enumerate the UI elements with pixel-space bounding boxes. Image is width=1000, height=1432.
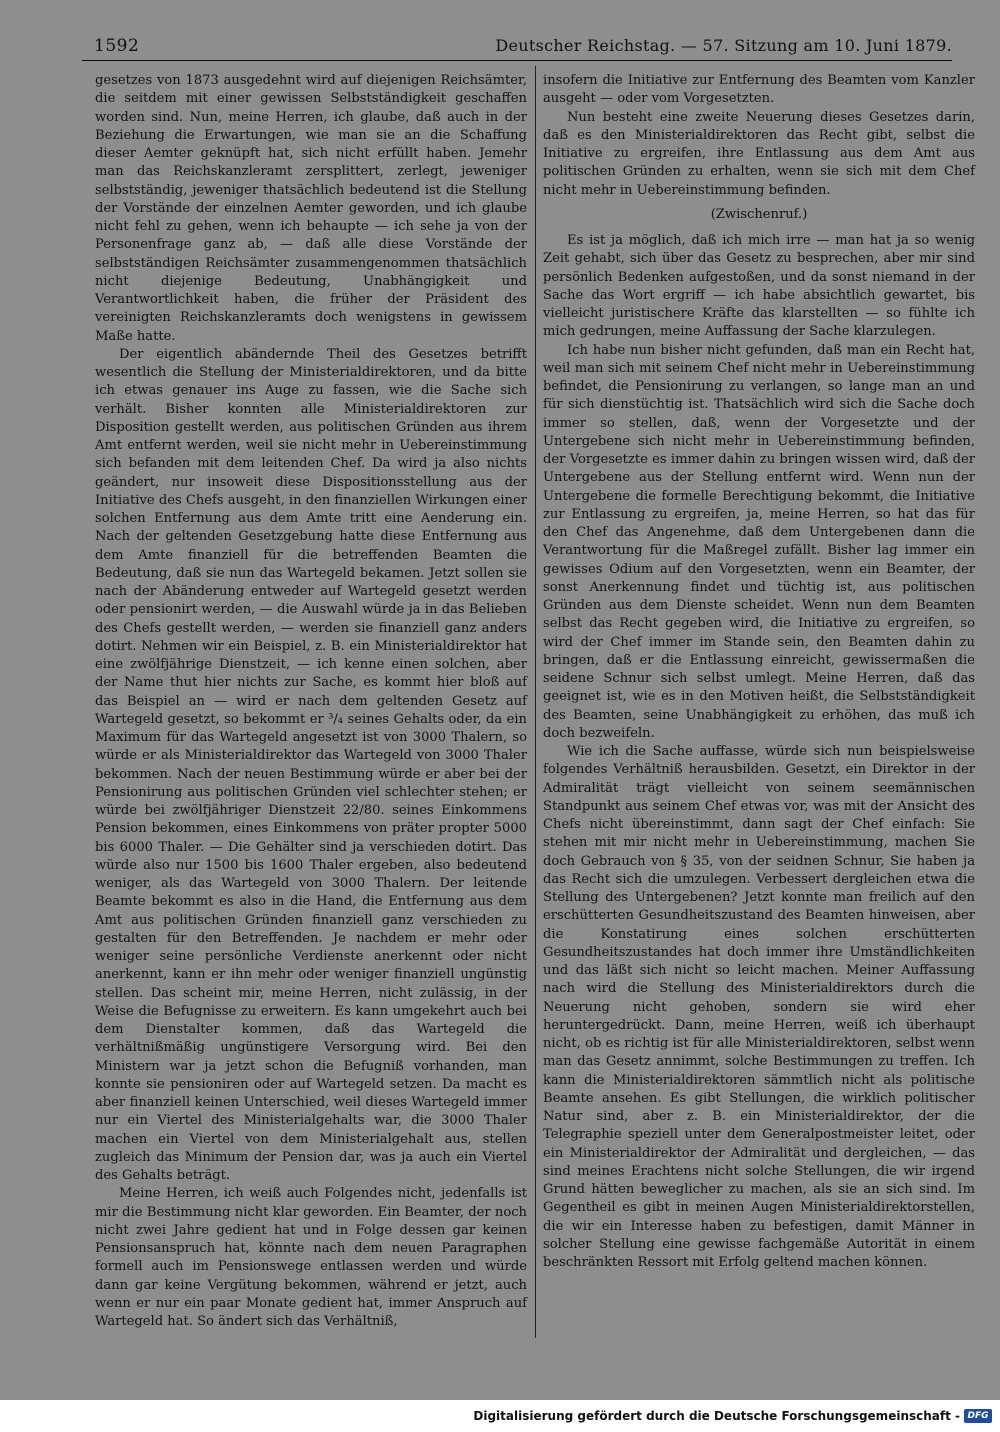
- paragraph: Der eigentlich abändernde Theil des Gesetzes betrifft wesentlich die Stellung der Ministerialdirektoren, und da bitte ich etwas genauer ins Auge zu fassen, wie die Sache sich verhält. Bisher konnten alle Ministerialdirektoren zur Disposition gestellt werden, aus politischen Gründen aus ihrem Amt entfernt werden, weil sie nicht mehr in Uebereinstimmung sich befanden mit dem leitenden Chef. Da wird ja also nichts geändert, nur insoweit diese Dispositionsstellung aus der Initiative des Chefs ausgeht, in den finanziellen Wirkungen einer solchen Entfernung aus dem Amte tritt eine Aenderung ein. Nach der geltenden Gesetzgebung hatte diese Entfernung aus dem Amte finanziell für die betreffenden Beamten die Bedeutung, daß sie nun das Wartegeld bekamen. Jetzt sollen sie nach der Abänderung entweder auf Wartegeld gesetzt werden oder pensionirt werden, — die Auswahl würde ja in das Belieben des Chefs gestellt werden, — werden sie finanziell ganz anders dotirt. Nehmen wir ein Beispiel, z. B. ein Ministerialdirektor hat eine zwölfjährige Dienstzeit, — ich kenne einen solchen, aber der Name thut hier nichts zur Sache, es kommt hier bloß auf das Beispiel an — wird er nach dem geltenden Gesetz auf Wartegeld gesetzt, so bekommt er ³/₄ seines Gehalts oder, da ein Maximum für das Wartegeld angesetzt ist von 3000 Thalern, so würde er als Ministerialdirektor das Wartegeld von 3000 Thaler bekommen. Nach der neuen Bestimmung würde er aber bei der Pensionirung aus politischen Gründen viel schlechter stehen; er würde bei zwölfjähriger Dienstzeit 22/80. seines Einkommens Pension bekommen, eines Einkommens von präter propter 5000 bis 6000 Thaler. — Die Gehälter sind ja verschieden dotirt. Das würde also nur 1500 bis 1600 Thaler ergeben, also bedeutend weniger, als das Wartegeld von 3000 Thalern. Der leitende Beamte bekommt es also in die Hand, die Entfernung aus dem Amt aus politischen Gründen finanziell ganz verschieden zu gestalten für den Betreffenden. Je nachdem er mehr oder weniger seine persönliche Verdienste anerkennt oder nicht anerkennt, kann er ihn mehr oder weniger finanziell ungünstig stellen. Das scheint mir, meine Herren, nicht zulässig, in der Weise die Befugnisse zu erweitern. Es kann umgekehrt auch bei dem Dienstalter kommen, daß das Wartegeld die verhältnißmäßig ungünstigere Versorgung wird. Bei den Ministern war ja jetzt schon die Befugniß vorhanden, man konnte sie pensioniren oder auf Wartegeld setzen. Da macht es aber finanziell keinen Unterschied, weil dieses Wartegeld immer nur ein Viertel des Ministerialgehalts war, die 3000 Thaler machen ein Viertel von dem Ministerialgehalt aus, stellen zugleich das Minimum der Pension dar, was ja auch ein Viertel des Gehalts beträgt.: [95, 346, 527, 1183]
- paragraph: Wie ich die Sache auffasse, würde sich nun beispielsweise folgendes Verhältniß herausbilden. Gesetzt, ein Direktor in der Admiralität trägt vielleicht von seinem seemännischen Standpunkt aus seinem Chef etwas vor, was mit der Ansicht des Chefs nicht übereinstimmt, dann sagt der Chef einfach: Sie stehen mit mir nicht mehr in Uebereinstimmung, machen Sie doch Gebrauch von § 35, von der seidnen Schnur, Sie haben ja das Recht sich die umzulegen. Verbessert dergleichen etwa die Stellung des Untergebenen? Jetzt konnte man freilich auf den erschütterten Gesundheitszustand des Beamten hinweisen, aber die Konstatirung eines solchen erschütterten Gesundheitszustandes hat doch immer ihre Umständlichkeiten und das läßt sich nicht so leicht machen. Meiner Auffassung nach wird die Stellung des Ministerialdirektors durch die Neuerung nicht gehoben, sondern sie wird eher heruntergedrückt. Dann, meine Herren, weiß ich überhaupt nicht, ob es richtig ist für alle Ministerialdirektoren, selbst wenn man das Gesetz annimmt, solche Bestimmungen zu treffen. Ich kann die Ministerialdirektoren sämmtlich nicht als politische Beamte ansehen. Es gibt Stellungen, die wirklich politischer Natur sind, aber z. B. ein Ministerialdirektor, der die Telegraphie speziell unter dem Generalpostmeister leitet, oder ein Ministerialdirektor der Admiralität und dergleichen, — das sind meines Erachtens nicht solche Stellungen, die wir irgend Grund hätten beweglicher zu machen, als sie an sich sind. Im Gegentheil es gibt in meinen Augen Ministerialdirektorstellen, die wir ein Interesse haben zu befestigen, damit Männer in solcher Stellung eine gewisse fachgemäße Autorität in einem beschränkten Ressort mit Erfolg geltend machen können.: [543, 744, 975, 1270]
- running-title: Deutscher Reichstag. — 57. Sitzung am 10. Juni 1879.: [495, 36, 952, 55]
- paragraph: gesetzes von 1873 ausgedehnt wird auf diejenigen Reichsämter, die seitdem mit einer gewissen Selbstständigkeit geschaffen worden sind. Nun, meine Herren, ich glaube, daß auch in der Beziehung die Erwartungen, wie man sie an die Schaffung dieser Aemter geknüpft hat, sich nicht erfüllt haben. Jemehr man das Reichskanzleramt zersplittert, zerlegt, jeweniger selbstständig, jeweniger thatsächlich bedeutend ist die Stellung der Vorstände der einzelnen Aemter geworden, und ich glaube nicht fehl zu gehen, wenn ich behaupte — ich sehe ja von der Personenfrage ganz ab, — daß alle diese Vorstände der selbstständigen Reichsämter zusammengenommen thatsächlich nicht diejenige Bedeutung, Unabhängigkeit und Verantwortlichkeit haben, die früher der Präsident des vereinigten Reichskanzleramts doch wenigstens in gewissem Maße hatte.: [95, 73, 527, 344]
- page-header: [82, 32, 952, 61]
- left-column: [95, 72, 527, 1331]
- interjection: (Zwischenruf.): [710, 206, 808, 222]
- paragraph: Es ist ja möglich, daß ich mich irre — man hat ja so wenig Zeit gehabt, sich über das Gesetz zu besprechen, aber mir sind persönlich Bedenken aufgestoßen, und da sonst niemand in der Sache das Wort ergriff — ich habe absichtlich gewartet, bis vielleicht juristischere Kräfte das klarstellten — so fühlte ich mich gedrungen, meine Auffassung der Sache klarzulegen.: [543, 233, 975, 340]
- paragraph: insofern die Initiative zur Entfernung des Beamten vom Kanzler ausgeht — oder vom Vorgesetzten.: [543, 73, 975, 107]
- right-column: [543, 72, 975, 1272]
- page-number: 1592: [94, 36, 140, 56]
- funding-note: Digitalisierung gefördert durch die Deutsche Forschungsgemeinschaft -: [473, 1409, 960, 1423]
- footer: [473, 1406, 992, 1426]
- paragraph: Ich habe nun bisher nicht gefunden, daß man ein Recht hat, weil man sich mit seinem Chef nicht mehr in Uebereinstimmung befindet, die Pensionirung zu verlangen, so lange man an und für sich dienstüchtig ist. Thatsächlich wird sich die Sache doch immer so stellen, daß, wenn der Vorgesetzte und der Untergebene sich nicht mehr in Uebereinstimmung befinden, der Vorgesetzte es immer dahin zu bringen wissen wird, daß der Untergebene aus der Stellung entfernt wird. Wenn nun der Untergebene die formelle Berechtigung bekommt, die Initiative zur Entlassung zu ergreifen, ja, meine Herren, so hat das für den Chef das Angenehme, daß dem Untergebenen dann die Verantwortung für die Maßregel zufällt. Bisher lag immer ein gewisses Odium auf den Vorgesetzten, wenn ein Beamter, der sonst Anerkennung findet und tüchtig ist, aus politischen Gründen aus dem Dienste scheidet. Wenn nun dem Beamten selbst das Recht gegeben wird, die Initiative zu ergreifen, so wird der Chef immer im Stande sein, den Beamten dahin zu bringen, daß er die Entlassung einreicht, gewissermaßen die seidene Schnur sich selbst umlegt. Meine Herren, daß das geeignet ist, wie es in den Motiven heißt, die Selbstständigkeit des Beamten, seine Unabhängigkeit zu erhöhen, das muß ich doch bezweifeln.: [543, 342, 975, 741]
- paragraph: Meine Herren, ich weiß auch Folgendes nicht, jedenfalls ist mir die Bestimmung nicht klar geworden. Ein Beamter, der noch nicht zwei Jahre gedient hat und in Folge dessen gar keinen Pensionsanspruch hat, könnte nach dem neuen Paragraphen formell auch im Pensionswege entlassen werden und würde dann gar keine Vergütung bekommen, während er jetzt, auch wenn er nur ein paar Monate gedient hat, immer Anspruch auf Wartegeld hat. So ändert sich das Verhältniß,: [95, 1186, 527, 1329]
- column-divider: [535, 66, 536, 1338]
- paragraph: Nun besteht eine zweite Neuerung dieses Gesetzes darin, daß es den Ministerialdirektoren das Recht gibt, selbst die Initiative zu ergreifen, ihre Entlassung aus dem Amt aus politischen Gründen zu erhalten, wenn sie sich mit dem Chef nicht mehr in Uebereinstimmung befinden.: [543, 109, 975, 198]
- dfg-logo: DFG: [964, 1409, 992, 1423]
